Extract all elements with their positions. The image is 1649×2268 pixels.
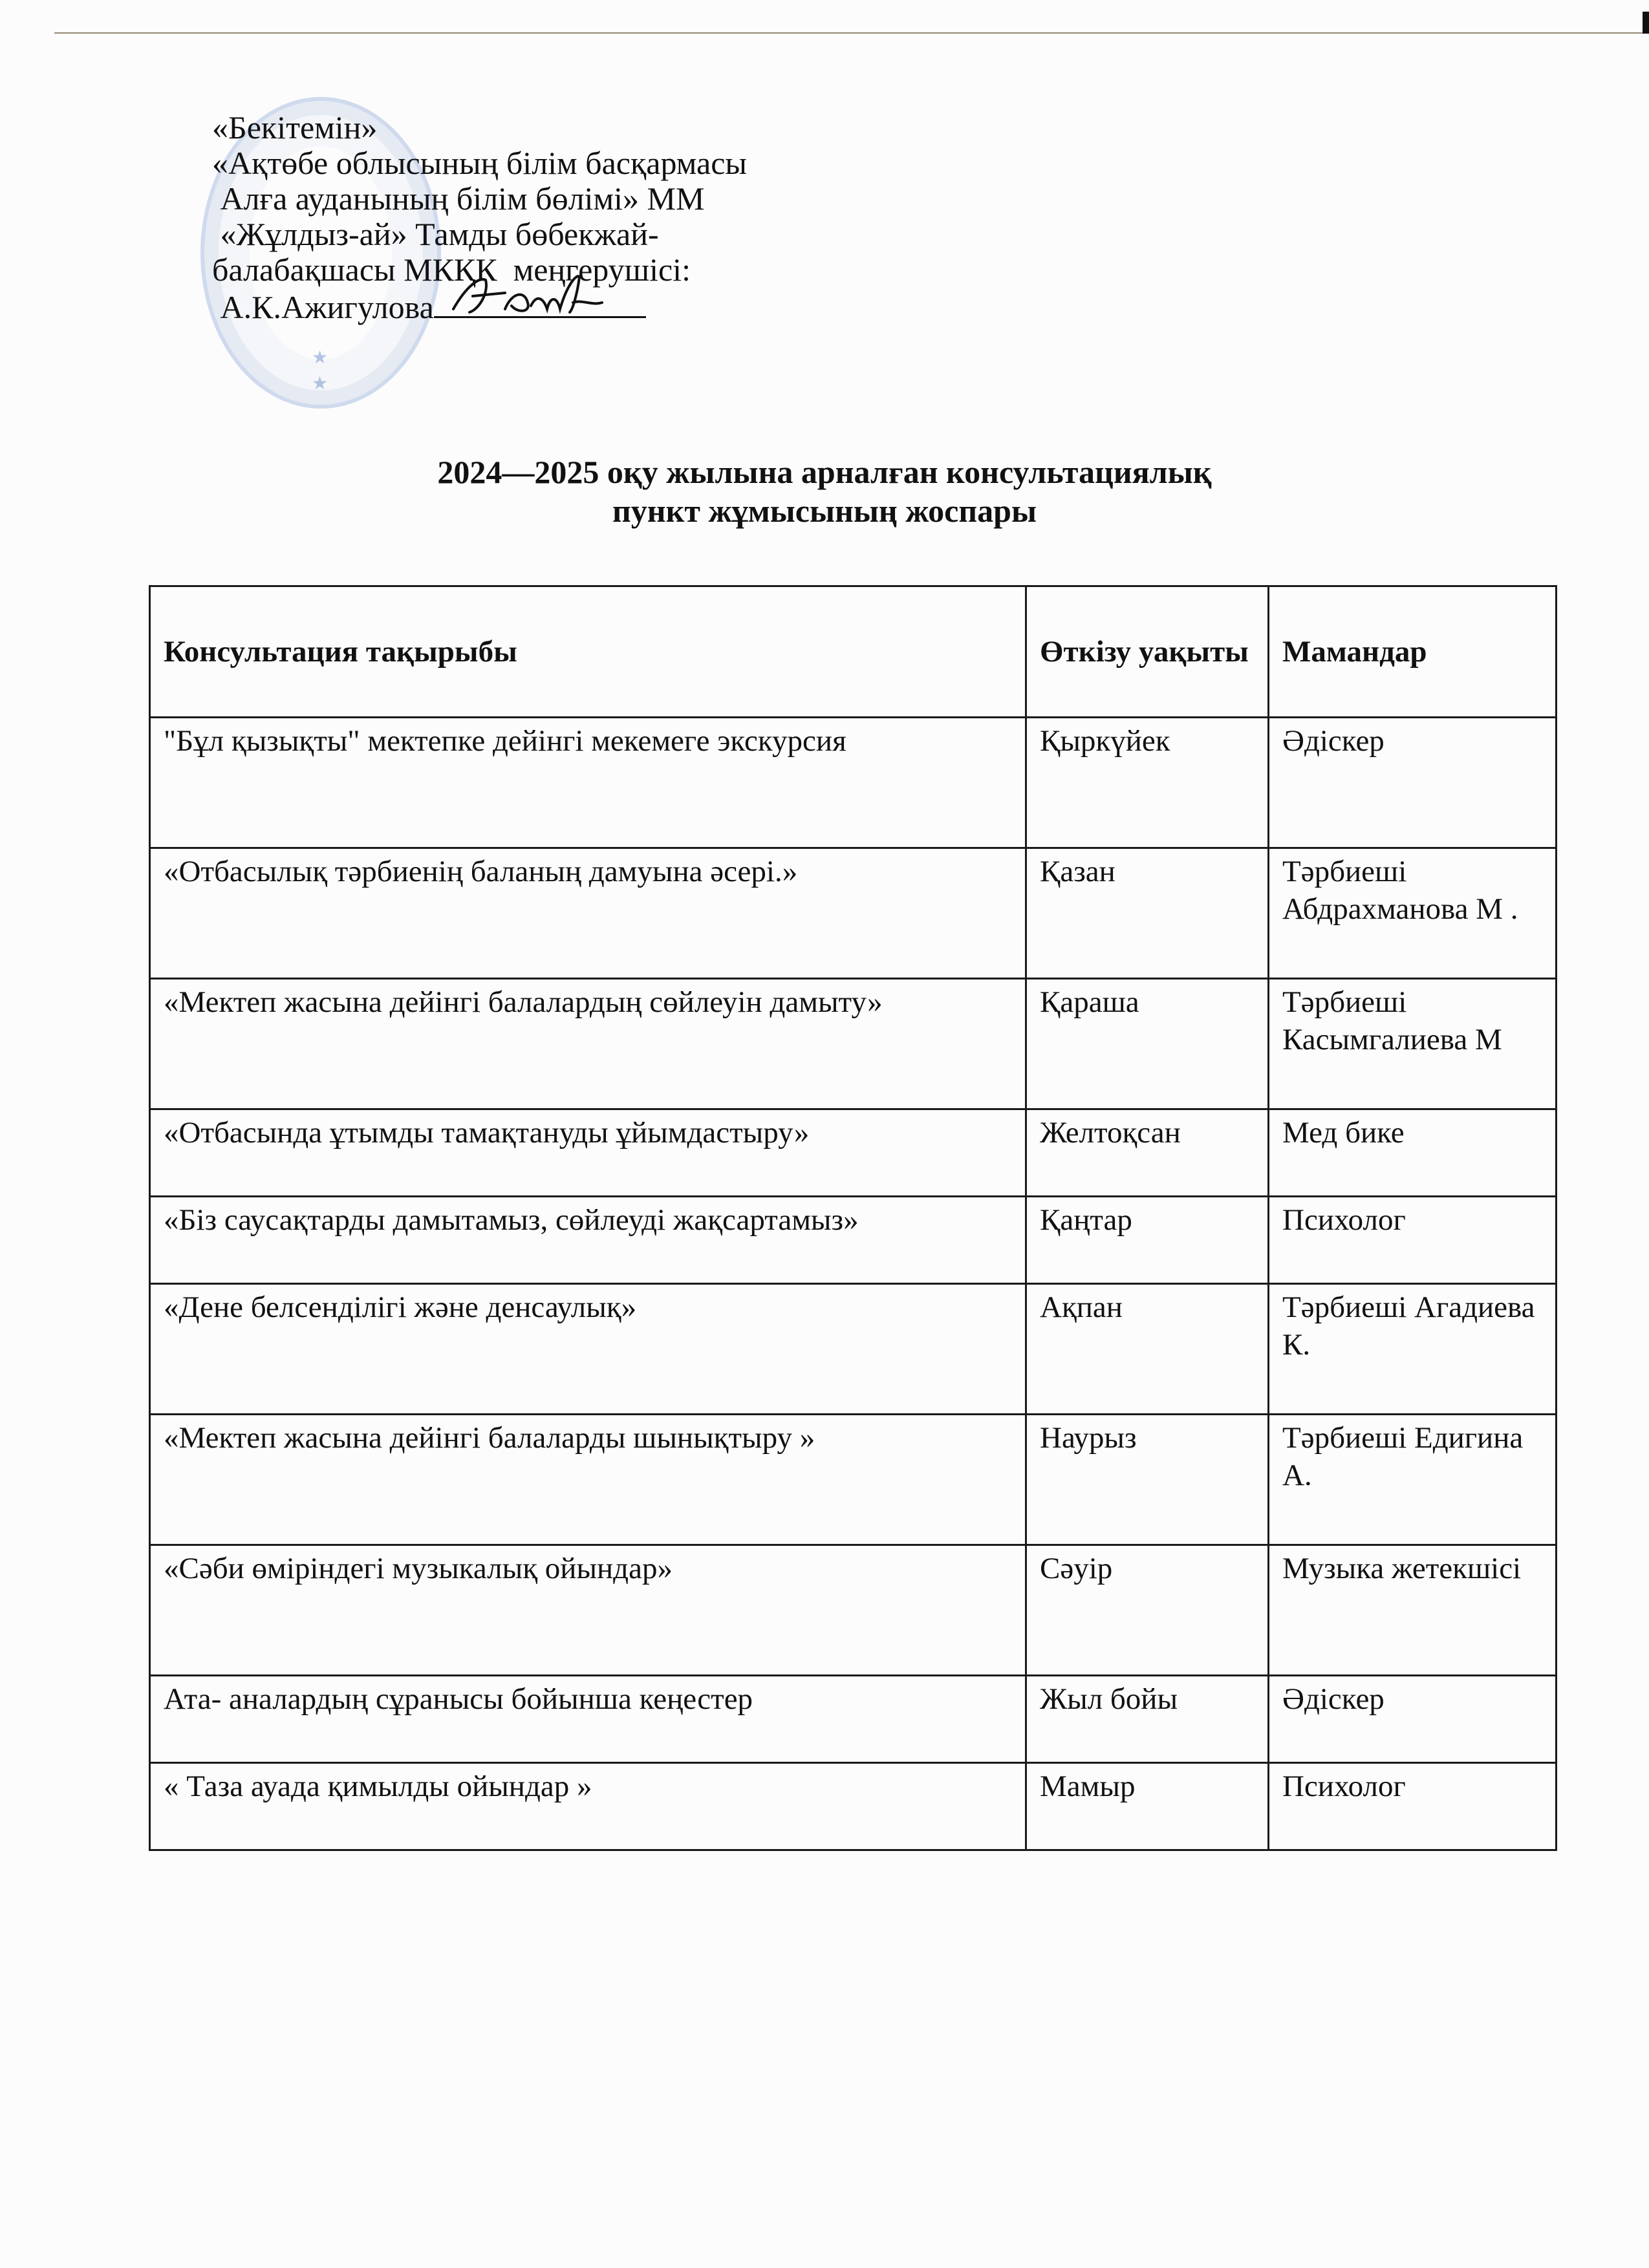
cell-time: Мамыр [1026, 1763, 1269, 1850]
cell-topic: « Таза ауада қимылды ойындар » [150, 1763, 1026, 1850]
table-row [150, 848, 1557, 979]
cell-specialist: Тәрбиеші Агадиева К. [1269, 1284, 1557, 1415]
title-line-2: пункт жұмысының жоспары [612, 493, 1037, 529]
table-row [150, 1415, 1557, 1545]
table-row [150, 979, 1557, 1109]
cell-topic: Ата- аналардың сұранысы бойынша кеңестер [150, 1676, 1026, 1763]
table-row [150, 1763, 1557, 1850]
table-row [150, 1284, 1557, 1415]
cell-topic: «Біз саусақтарды дамытамыз, сөйлеуді жақсартамыз» [150, 1197, 1026, 1284]
cell-time: Қаңтар [1026, 1197, 1269, 1284]
scan-edge-mark [1643, 12, 1649, 34]
cell-specialist: Психолог [1269, 1763, 1557, 1850]
table-row [150, 1109, 1557, 1197]
header-specialists: Мамандар [1269, 586, 1557, 718]
stamp-star-icon: ★ [312, 374, 329, 394]
cell-specialist: Музыка жетекшісі [1269, 1545, 1557, 1676]
approval-line: «Жұлдыз-ай» Тамды бөбекжай- [212, 216, 659, 252]
cell-time: Қыркүйек [1026, 718, 1269, 848]
cell-topic: "Бұл қызықты" мектепке дейінгі мекемеге экскурсия [150, 718, 1026, 848]
table-header-row [150, 586, 1557, 718]
cell-time: Қараша [1026, 979, 1269, 1109]
table-row [150, 1197, 1557, 1284]
title-line-1: 2024—2025 оқу жылына арналған консультациялық [437, 454, 1212, 490]
cell-time: Желтоқсан [1026, 1109, 1269, 1197]
approval-line: балабақшасы МКҚК меңгерушісі: [212, 251, 691, 288]
table-row [150, 1676, 1557, 1763]
cell-time: Қазан [1026, 848, 1269, 979]
cell-specialist: Психолог [1269, 1197, 1557, 1284]
scan-edge [54, 32, 1649, 34]
table-row [150, 1545, 1557, 1676]
signature-icon [440, 273, 634, 319]
cell-specialist: Тәрбиеші Абдрахманова М . [1269, 848, 1557, 979]
table-row [150, 718, 1557, 848]
cell-specialist: Әдіскер [1269, 718, 1557, 848]
cell-topic: «Сәби өміріндегі музыкалық ойындар» [150, 1545, 1026, 1676]
cell-time: Ақпан [1026, 1284, 1269, 1415]
cell-topic: «Отбасылық тәрбиенің баланың дамуына әсері.» [150, 848, 1026, 979]
signer-name: А.К.Ажигулова [212, 289, 434, 325]
cell-topic: «Дене белсенділігі және денсаулық» [150, 1284, 1026, 1415]
approval-line: Алға ауданының білім бөлімі» ММ [212, 180, 705, 217]
cell-time: Жыл бойы [1026, 1676, 1269, 1763]
approval-line: «Бекітемін» [212, 109, 378, 145]
header-topic: Консультация тақырыбы [150, 586, 1026, 718]
header-time: Өткізу уақыты [1026, 586, 1269, 718]
cell-specialist: Тәрбиеші Едигина А. [1269, 1415, 1557, 1545]
approval-line: «Ақтөбе облысының білім басқармасы [212, 145, 748, 181]
stamp-star-icon: ★ [312, 348, 329, 368]
cell-specialist: Тәрбиеші Касымгалиева М [1269, 979, 1557, 1109]
cell-topic: «Мектеп жасына дейінгі балаларды шынықтыру » [150, 1415, 1026, 1545]
page-title [0, 453, 1649, 530]
cell-topic: «Отбасында ұтымды тамақтануды ұйымдастыру» [150, 1109, 1026, 1197]
cell-time: Сәуір [1026, 1545, 1269, 1676]
consultation-plan-table [149, 585, 1557, 1851]
cell-topic: «Мектеп жасына дейінгі балалардың сөйлеуін дамыту» [150, 979, 1026, 1109]
cell-time: Наурыз [1026, 1415, 1269, 1545]
cell-specialist: Әдіскер [1269, 1676, 1557, 1763]
approval-block [212, 110, 747, 325]
cell-specialist: Мед бике [1269, 1109, 1557, 1197]
signature-line [434, 288, 646, 318]
signer-line [212, 288, 747, 325]
